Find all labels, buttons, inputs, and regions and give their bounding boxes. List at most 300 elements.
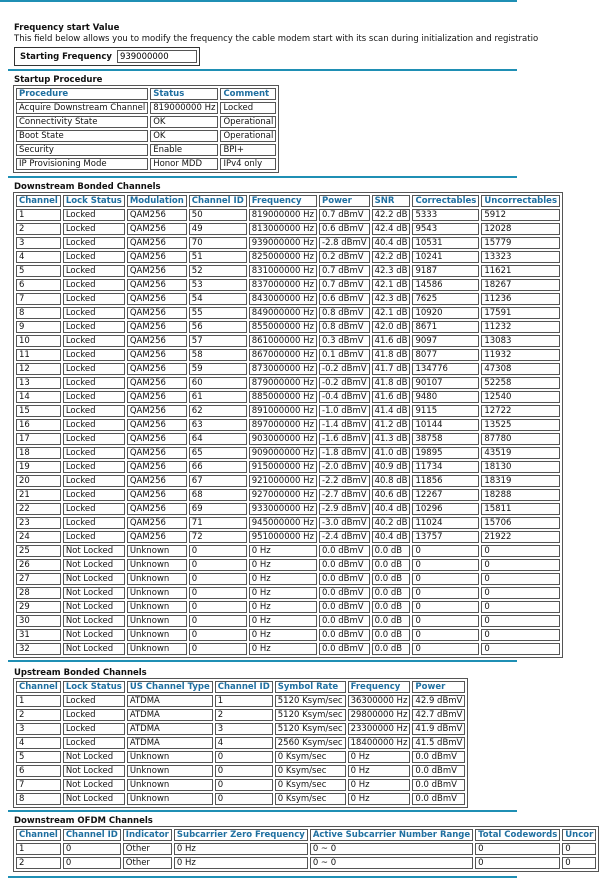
- table-cell: 0: [189, 545, 247, 557]
- startup-section: [14, 75, 279, 173]
- table-cell: 15779: [481, 237, 560, 249]
- table-cell: 855000000 Hz: [249, 321, 317, 333]
- table-row: [16, 461, 560, 473]
- table-cell: 0.0 dB: [372, 587, 411, 599]
- table-cell: OK: [150, 116, 218, 128]
- table-row: [16, 765, 465, 777]
- table-cell: 4: [16, 737, 61, 749]
- table-cell: 825000000 Hz: [249, 251, 317, 263]
- table-cell: 879000000 Hz: [249, 377, 317, 389]
- table-cell: Not Locked: [63, 751, 125, 763]
- table-cell: Not Locked: [63, 601, 125, 613]
- table-row: [16, 531, 560, 543]
- table-row: [16, 265, 560, 277]
- table-cell: Locked: [63, 475, 125, 487]
- table-row: [16, 377, 560, 389]
- table-cell: 41.4 dB: [372, 405, 411, 417]
- table-cell: 0: [412, 545, 479, 557]
- table-cell: 0 Hz: [348, 793, 411, 805]
- table-cell: Not Locked: [63, 615, 125, 627]
- table-cell: 30: [16, 615, 61, 627]
- downstream-title: Downstream Bonded Channels: [14, 182, 161, 192]
- frequency-section: [14, 23, 538, 66]
- table-cell: 10: [16, 335, 61, 347]
- table-cell: 891000000 Hz: [249, 405, 317, 417]
- table-cell: 0 Hz: [348, 751, 411, 763]
- table-cell: Locked: [63, 279, 125, 291]
- table-row: [16, 144, 276, 156]
- downstream-section: [14, 182, 563, 658]
- table-cell: 41.3 dB: [372, 433, 411, 445]
- table-cell: 47308: [481, 363, 560, 375]
- table-row: [16, 419, 560, 431]
- table-cell: 42.4 dB: [372, 223, 411, 235]
- table-cell: Unknown: [127, 573, 187, 585]
- table-cell: -2.7 dBmV: [319, 489, 370, 501]
- table-cell: 0: [475, 857, 560, 869]
- table-cell: 41.7 dB: [372, 363, 411, 375]
- table-cell: 11: [16, 349, 61, 361]
- table-cell: QAM256: [127, 419, 187, 431]
- table-cell: -2.8 dBmV: [319, 237, 370, 249]
- table-cell: 5: [16, 751, 61, 763]
- table-row: [16, 751, 465, 763]
- table-cell: Locked: [63, 209, 125, 221]
- table-cell: 0: [481, 545, 560, 557]
- table-cell: 54: [189, 293, 247, 305]
- section-divider: [8, 69, 517, 71]
- table-row: [16, 307, 560, 319]
- upstream-section: [14, 668, 468, 808]
- table-row: [16, 573, 560, 585]
- table-cell: IPv4 only: [220, 158, 276, 170]
- table-cell: 90107: [412, 377, 479, 389]
- frequency-description: This field below allows you to modify the frequency the cable modem start with its scan during initialization and registratio: [14, 34, 539, 44]
- table-cell: QAM256: [127, 335, 187, 347]
- table-row: [16, 629, 560, 641]
- table-cell: 0: [481, 601, 560, 613]
- table-cell: 0.0 dBmV: [319, 587, 370, 599]
- table-cell: 10241: [412, 251, 479, 263]
- table-cell: 19895: [412, 447, 479, 459]
- table-row: [16, 475, 560, 487]
- table-cell: Unknown: [127, 779, 213, 791]
- table-cell: Operational: [220, 116, 276, 128]
- table-cell: 843000000 Hz: [249, 293, 317, 305]
- table-cell: 27: [16, 573, 61, 585]
- table-cell: 41.8 dB: [372, 377, 411, 389]
- table-cell: 12028: [481, 223, 560, 235]
- table-cell: 0 Hz: [249, 629, 317, 641]
- table-cell: ATDMA: [127, 737, 213, 749]
- starting-frequency-label: Starting Frequency: [20, 51, 112, 62]
- table-cell: 29: [16, 601, 61, 613]
- table-row: [16, 130, 276, 142]
- table-cell: 5120 Ksym/sec: [275, 723, 346, 735]
- table-cell: Unknown: [127, 559, 187, 571]
- table-cell: 40.2 dB: [372, 517, 411, 529]
- table-cell: 0: [481, 587, 560, 599]
- table-cell: 7: [16, 293, 61, 305]
- table-row: [16, 489, 560, 501]
- table-cell: 18400000 Hz: [348, 737, 411, 749]
- table-cell: 24: [16, 531, 61, 543]
- table-cell: 0.0 dBmV: [319, 629, 370, 641]
- table-cell: 0 ~ 0: [310, 857, 473, 869]
- table-cell: 0.3 dBmV: [319, 335, 370, 347]
- table-cell: 13083: [481, 335, 560, 347]
- table-cell: Unknown: [127, 587, 187, 599]
- upstream-table: [13, 678, 468, 808]
- table-cell: Not Locked: [63, 765, 125, 777]
- table-cell: 18: [16, 447, 61, 459]
- table-cell: 41.8 dB: [372, 349, 411, 361]
- table-header-row: [16, 88, 276, 100]
- table-cell: 8077: [412, 349, 479, 361]
- table-row: [16, 695, 465, 707]
- table-row: [16, 433, 560, 445]
- table-cell: Locked: [63, 237, 125, 249]
- table-cell: 0 Hz: [348, 765, 411, 777]
- table-cell: 0: [481, 629, 560, 641]
- table-cell: 0.6 dBmV: [319, 293, 370, 305]
- table-cell: 831000000 Hz: [249, 265, 317, 277]
- table-cell: 9097: [412, 335, 479, 347]
- table-row: [16, 737, 465, 749]
- table-cell: 0: [412, 601, 479, 613]
- column-header: Symbol Rate: [275, 681, 346, 693]
- column-header: Indicator: [123, 829, 172, 841]
- table-cell: 0: [562, 843, 596, 855]
- table-cell: 0: [63, 857, 121, 869]
- table-cell: 0: [189, 559, 247, 571]
- table-header-row: [16, 681, 465, 693]
- table-cell: 15811: [481, 503, 560, 515]
- section-divider: [8, 660, 517, 662]
- column-header: Procedure: [16, 88, 148, 100]
- table-cell: 927000000 Hz: [249, 489, 317, 501]
- column-header: SNR: [372, 195, 411, 207]
- table-cell: Not Locked: [63, 629, 125, 641]
- table-row: [16, 615, 560, 627]
- table-header-row: [16, 829, 596, 841]
- table-cell: 10296: [412, 503, 479, 515]
- ofdm-title: Downstream OFDM Channels: [14, 816, 153, 826]
- table-cell: 65: [189, 447, 247, 459]
- table-cell: 0 Ksym/sec: [275, 793, 346, 805]
- table-cell: 5: [16, 265, 61, 277]
- table-cell: Locked: [63, 517, 125, 529]
- table-cell: 64: [189, 433, 247, 445]
- table-cell: 0: [481, 559, 560, 571]
- starting-frequency-input[interactable]: [117, 50, 197, 63]
- table-cell: Locked: [63, 293, 125, 305]
- table-cell: 5333: [412, 209, 479, 221]
- table-cell: QAM256: [127, 265, 187, 277]
- table-cell: 0: [215, 779, 273, 791]
- table-cell: 903000000 Hz: [249, 433, 317, 445]
- table-row: [16, 559, 560, 571]
- top-divider: [0, 0, 517, 2]
- table-cell: 0.0 dB: [372, 601, 411, 613]
- table-cell: 0: [189, 601, 247, 613]
- table-cell: 0.0 dB: [372, 573, 411, 585]
- table-row: [16, 321, 560, 333]
- table-cell: 60: [189, 377, 247, 389]
- column-header: Status: [150, 88, 218, 100]
- table-cell: 11932: [481, 349, 560, 361]
- column-header: Channel: [16, 681, 61, 693]
- column-header: Uncor: [562, 829, 596, 841]
- table-cell: 0: [412, 615, 479, 627]
- table-cell: 41.0 dB: [372, 447, 411, 459]
- table-cell: 0: [189, 643, 247, 655]
- table-cell: 0.0 dB: [372, 615, 411, 627]
- table-header-row: [16, 195, 560, 207]
- table-row: [16, 723, 465, 735]
- table-row: [16, 503, 560, 515]
- table-cell: 11621: [481, 265, 560, 277]
- table-cell: 53: [189, 279, 247, 291]
- table-cell: 0.0 dB: [372, 629, 411, 641]
- table-row: [16, 545, 560, 557]
- table-cell: 0.0 dBmV: [319, 601, 370, 613]
- table-cell: 11734: [412, 461, 479, 473]
- table-cell: QAM256: [127, 503, 187, 515]
- table-cell: 41.6 dB: [372, 391, 411, 403]
- table-cell: 0 Hz: [348, 779, 411, 791]
- table-cell: 52258: [481, 377, 560, 389]
- table-cell: 51: [189, 251, 247, 263]
- column-header: Channel: [16, 195, 61, 207]
- frequency-title: Frequency start Value: [14, 23, 120, 33]
- table-cell: 0.0 dBmV: [319, 643, 370, 655]
- table-cell: 0: [562, 857, 596, 869]
- table-cell: 42.2 dB: [372, 209, 411, 221]
- table-cell: 897000000 Hz: [249, 419, 317, 431]
- table-cell: 13: [16, 377, 61, 389]
- table-cell: 0: [481, 615, 560, 627]
- table-row: [16, 223, 560, 235]
- table-cell: 58: [189, 349, 247, 361]
- table-cell: 26: [16, 559, 61, 571]
- table-cell: 69: [189, 503, 247, 515]
- table-cell: ATDMA: [127, 709, 213, 721]
- table-cell: QAM256: [127, 447, 187, 459]
- table-cell: 40.4 dB: [372, 531, 411, 543]
- table-cell: Locked: [63, 223, 125, 235]
- table-cell: 0.6 dBmV: [319, 223, 370, 235]
- table-cell: 0.8 dBmV: [319, 321, 370, 333]
- table-cell: 0: [475, 843, 560, 855]
- table-cell: 4: [215, 737, 273, 749]
- table-cell: QAM256: [127, 475, 187, 487]
- table-cell: 72: [189, 531, 247, 543]
- table-cell: 71: [189, 517, 247, 529]
- table-row: [16, 363, 560, 375]
- table-cell: 42.1 dB: [372, 279, 411, 291]
- table-cell: 41.5 dBmV: [412, 737, 465, 749]
- table-cell: Locked: [63, 531, 125, 543]
- column-header: Modulation: [127, 195, 187, 207]
- table-cell: 41.6 dB: [372, 335, 411, 347]
- column-header: Power: [412, 681, 465, 693]
- table-cell: 2560 Ksym/sec: [275, 737, 346, 749]
- table-cell: -2.0 dBmV: [319, 461, 370, 473]
- table-cell: 17: [16, 433, 61, 445]
- starting-frequency-form: [14, 47, 200, 66]
- table-cell: QAM256: [127, 377, 187, 389]
- table-cell: 2: [16, 857, 61, 869]
- table-cell: 3: [215, 723, 273, 735]
- table-cell: 11236: [481, 293, 560, 305]
- table-cell: 819000000 Hz: [249, 209, 317, 221]
- table-cell: QAM256: [127, 209, 187, 221]
- table-cell: QAM256: [127, 405, 187, 417]
- table-cell: -2.4 dBmV: [319, 531, 370, 543]
- table-cell: 0 Hz: [174, 857, 308, 869]
- table-cell: 23: [16, 517, 61, 529]
- table-cell: Locked: [63, 363, 125, 375]
- table-cell: 2: [16, 223, 61, 235]
- table-row: [16, 102, 276, 114]
- table-row: [16, 158, 276, 170]
- table-cell: Security: [16, 144, 148, 156]
- table-cell: Connectivity State: [16, 116, 148, 128]
- table-cell: 49: [189, 223, 247, 235]
- ofdm-section: [14, 816, 599, 872]
- table-cell: 0.8 dBmV: [319, 307, 370, 319]
- table-cell: Not Locked: [63, 573, 125, 585]
- startup-table: [13, 85, 279, 173]
- table-cell: 42.7 dBmV: [412, 709, 465, 721]
- table-cell: 0: [412, 559, 479, 571]
- table-cell: 873000000 Hz: [249, 363, 317, 375]
- table-cell: 8: [16, 307, 61, 319]
- table-cell: -1.8 dBmV: [319, 447, 370, 459]
- section-divider: [8, 876, 517, 878]
- table-cell: ATDMA: [127, 695, 213, 707]
- table-cell: 0 Ksym/sec: [275, 779, 346, 791]
- table-row: [16, 116, 276, 128]
- table-cell: QAM256: [127, 279, 187, 291]
- table-cell: -2.9 dBmV: [319, 503, 370, 515]
- table-cell: 0.0 dBmV: [319, 615, 370, 627]
- table-cell: 0: [215, 751, 273, 763]
- table-cell: Unknown: [127, 793, 213, 805]
- table-cell: Locked: [63, 391, 125, 403]
- table-cell: QAM256: [127, 223, 187, 235]
- table-row: [16, 601, 560, 613]
- column-header: Comment: [220, 88, 276, 100]
- table-cell: 0: [412, 643, 479, 655]
- table-cell: 50: [189, 209, 247, 221]
- section-divider: [8, 176, 517, 178]
- table-cell: Boot State: [16, 130, 148, 142]
- column-header: Lock Status: [63, 195, 125, 207]
- table-cell: 42.3 dB: [372, 265, 411, 277]
- table-cell: Unknown: [127, 615, 187, 627]
- table-cell: 40.4 dB: [372, 237, 411, 249]
- table-cell: 0 Hz: [249, 573, 317, 585]
- table-cell: 13525: [481, 419, 560, 431]
- table-row: [16, 209, 560, 221]
- table-cell: 0.0 dB: [372, 559, 411, 571]
- column-header: Channel ID: [215, 681, 273, 693]
- table-cell: Locked: [63, 307, 125, 319]
- table-cell: ATDMA: [127, 723, 213, 735]
- table-cell: Operational: [220, 130, 276, 142]
- table-cell: Locked: [63, 489, 125, 501]
- table-cell: Unknown: [127, 643, 187, 655]
- table-cell: Locked: [63, 723, 125, 735]
- table-cell: 21: [16, 489, 61, 501]
- table-cell: 14: [16, 391, 61, 403]
- table-cell: 0 Ksym/sec: [275, 765, 346, 777]
- table-cell: 0.0 dBmV: [412, 779, 465, 791]
- table-cell: 0: [412, 629, 479, 641]
- table-cell: 12540: [481, 391, 560, 403]
- table-cell: 42.1 dB: [372, 307, 411, 319]
- table-cell: 41.2 dB: [372, 419, 411, 431]
- table-cell: QAM256: [127, 433, 187, 445]
- table-cell: 837000000 Hz: [249, 279, 317, 291]
- upstream-title: Upstream Bonded Channels: [14, 668, 147, 678]
- table-cell: 2: [16, 709, 61, 721]
- table-cell: 42.2 dB: [372, 251, 411, 263]
- table-cell: 0 Hz: [249, 601, 317, 613]
- table-cell: 0 Hz: [249, 615, 317, 627]
- column-header: Channel ID: [189, 195, 247, 207]
- table-cell: 40.4 dB: [372, 503, 411, 515]
- table-cell: 0.7 dBmV: [319, 209, 370, 221]
- table-cell: Locked: [63, 335, 125, 347]
- table-cell: 3: [16, 237, 61, 249]
- table-cell: -1.0 dBmV: [319, 405, 370, 417]
- table-row: [16, 587, 560, 599]
- table-cell: OK: [150, 130, 218, 142]
- table-cell: 0: [215, 793, 273, 805]
- table-cell: 55: [189, 307, 247, 319]
- table-cell: 21922: [481, 531, 560, 543]
- table-cell: 0: [63, 843, 121, 855]
- column-header: Frequency: [348, 681, 411, 693]
- table-cell: 939000000 Hz: [249, 237, 317, 249]
- table-row: [16, 643, 560, 655]
- table-row: [16, 843, 596, 855]
- table-cell: 134776: [412, 363, 479, 375]
- table-cell: 0 Hz: [249, 545, 317, 557]
- table-cell: Honor MDD: [150, 158, 218, 170]
- table-cell: Locked: [63, 321, 125, 333]
- table-cell: Not Locked: [63, 559, 125, 571]
- table-cell: 0 ~ 0: [310, 843, 473, 855]
- table-cell: 4: [16, 251, 61, 263]
- table-cell: Locked: [63, 447, 125, 459]
- table-cell: 0 Ksym/sec: [275, 751, 346, 763]
- downstream-table: [13, 192, 563, 658]
- ofdm-table: [13, 826, 599, 872]
- table-cell: 14586: [412, 279, 479, 291]
- table-cell: 0.0 dBmV: [319, 559, 370, 571]
- table-cell: 10920: [412, 307, 479, 319]
- table-cell: 9: [16, 321, 61, 333]
- table-cell: 0 Hz: [249, 643, 317, 655]
- table-cell: QAM256: [127, 321, 187, 333]
- table-cell: 63: [189, 419, 247, 431]
- table-cell: 10531: [412, 237, 479, 249]
- table-cell: 67: [189, 475, 247, 487]
